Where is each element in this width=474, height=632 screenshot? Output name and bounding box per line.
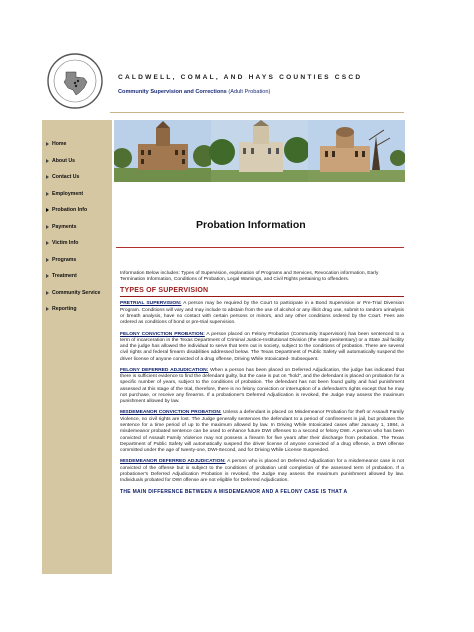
sidebar-nav bbox=[42, 120, 112, 574]
supervision-paragraph-misdemeanor-conviction bbox=[120, 410, 404, 454]
sidebar-item-employment[interactable] bbox=[46, 191, 83, 197]
sidebar-item-label: Payments bbox=[52, 224, 77, 230]
arrow-icon bbox=[46, 225, 49, 229]
supervision-paragraph-misdemeanor-deferred bbox=[120, 459, 404, 484]
subtitle-bold: Community Supervision and Corrections bbox=[118, 89, 227, 95]
section-heading: TYPES OF SUPERVISION bbox=[120, 286, 209, 294]
arrow-icon bbox=[46, 291, 49, 295]
subtitle-rest: (Adult Probation) bbox=[226, 89, 271, 95]
term-heading: PRETRIAL SUPERVISION: bbox=[120, 301, 182, 307]
term-heading: FELONY DEFERRED ADJUDICATION: bbox=[120, 367, 209, 373]
term-heading: FELONY CONVICTION PROBATION: bbox=[120, 331, 205, 337]
section-divider bbox=[120, 296, 404, 297]
sidebar-item-label: About Us bbox=[52, 158, 76, 164]
sidebar-item-label: Reporting bbox=[52, 306, 77, 312]
sidebar-item-community-service[interactable] bbox=[46, 290, 100, 296]
sidebar-item-programs[interactable] bbox=[46, 257, 76, 263]
courthouse-photo-banner bbox=[114, 120, 405, 182]
arrow-icon bbox=[46, 307, 49, 311]
supervision-paragraph-felony-conviction bbox=[120, 332, 404, 363]
supervision-paragraph-felony-deferred bbox=[120, 368, 404, 406]
organization-title: CALDWELL, COMAL, AND HAYS COUNTIES CSCD bbox=[118, 74, 363, 81]
courthouse-photo-1 bbox=[114, 120, 215, 182]
intro-text: Information Below includes: Types of Supervision, explanation of Programs and Services, Revocation information, Early Termination Information, Conditions of Probation, Legal Warnings, and Civil Rights pertaining to offenders. bbox=[120, 271, 379, 283]
bottom-heading: THE MAIN DIFFERENCE BETWEEN A MISDEMEANOR AND A FELONY CASE IS THAT A bbox=[120, 489, 348, 496]
header bbox=[0, 0, 474, 116]
sidebar-item-label: Treatment bbox=[52, 273, 77, 279]
main-content bbox=[120, 271, 404, 496]
arrow-icon bbox=[46, 142, 49, 146]
supervision-paragraph-pretrial bbox=[120, 301, 404, 326]
sidebar-item-label: Probation Info bbox=[52, 207, 88, 213]
arrow-icon bbox=[46, 175, 49, 179]
sidebar-item-label: Community Service bbox=[52, 290, 101, 296]
sidebar-item-treatment[interactable] bbox=[46, 273, 77, 279]
sidebar-item-probation-info[interactable] bbox=[46, 207, 87, 213]
county-seal-logo bbox=[46, 52, 104, 110]
sidebar-item-label: Programs bbox=[52, 257, 77, 263]
arrow-icon bbox=[46, 274, 49, 278]
arrow-icon bbox=[46, 258, 49, 262]
arrow-icon bbox=[46, 192, 49, 196]
sidebar-item-label: Employment bbox=[52, 191, 84, 197]
term-heading: MISDEMEANOR DEFERRED ADJUDICATION: bbox=[120, 459, 226, 465]
paragraph-text: A person may be required by the Court to participate in a Bond Supervision or Pre-Trial Diversion Program. Conditions will vary and may include to abstain from the use of alcohol or any illicit drug use, submit to random urinalysis or breath analysis, have no contact with certain persons or minors, and any other conditions ordered by the Court. Fees are ordered as conditions of bond or pre-trial supervision. bbox=[120, 301, 404, 326]
sidebar-item-about-us[interactable] bbox=[46, 158, 75, 164]
courthouse-photo-2 bbox=[209, 120, 310, 182]
paragraph-text: Unless a defendant is placed on Misdemeanor Probation for theft or Assault Family Violence, no civil rights are lost. The Judge generally sentences the defendant to a period of confinement in jail, but probates the sentence for a time period of up to the maximum allowed by law. In Driving While Intoxicated cases after January 1, 1984, a misdemeanor probated sentence can be used to enhance future DWI offenses to a second or felony DWI. A person who has been convicted of Assault Family Violence may not possess a firearm for five years after their discharge from probation. The Texas Department of Public Safety will automatically suspend the driver license of anyone convicted of a drug offense, a DWI offense committed under the age of twenty-one, DWI-Second, and for Driving While License Suspended. bbox=[120, 410, 404, 454]
sidebar-item-label: Victim Info bbox=[52, 240, 79, 246]
courthouse-photo-3 bbox=[308, 120, 405, 182]
sidebar-item-reporting[interactable] bbox=[46, 306, 77, 312]
arrow-icon bbox=[46, 159, 49, 163]
sidebar-item-payments[interactable] bbox=[46, 224, 77, 230]
sidebar-item-victim-info[interactable] bbox=[46, 240, 78, 246]
organization-subtitle bbox=[118, 89, 270, 95]
arrow-icon bbox=[46, 241, 49, 245]
sidebar-item-label: Contact Us bbox=[52, 174, 80, 180]
page-title: Probation Information bbox=[196, 219, 306, 231]
arrow-icon bbox=[46, 208, 49, 212]
sidebar-item-home[interactable] bbox=[46, 141, 66, 147]
sidebar-item-contact-us[interactable] bbox=[46, 174, 79, 180]
paragraph-text: A person who is placed on Deferred Adjudication for a misdemeanor case is not convicted of the offense but is subject to the conditions of probation until completion of the assessed term of probation. If a probationer's Deferred Adjudication Probation is revoked, the Judge may assess the maximum punishment allowed by law. Individuals probated for DWI offense are not eligible for Deferred Adjudication. bbox=[120, 459, 404, 484]
header-divider bbox=[110, 112, 404, 113]
term-heading: MISDEMEANOR CONVICTION PROBATION: bbox=[120, 410, 222, 416]
title-divider bbox=[116, 247, 404, 248]
sidebar-item-label: Home bbox=[52, 141, 67, 147]
paragraph-text: A person placed on Felony Probation (Community Supervision) has been sentenced to a term of incarceration in the Texas Department of Criminal Justice-Institutional Division (the state penitentiary) or a State Jail facility and the judge has allowed the individual to serve that term out in society, subject to the conditions of probation. There are several civil rights and federal firearm disabilities addressed below. The Texas Department of Public Safety will automatically suspend the driver license of anyone convicted of a drug offense, Driving While Intoxicated- Subsequent. bbox=[120, 331, 404, 362]
paragraph-text: When a person has been placed on Deferred Adjudication, the judge has indicated that there is sufficient evidence to find the defendant guilty, but the case is put on "hold", and the defendant is placed on probation for a specific number of years, subject to the conditions of probation. The defendant has not been found guilty and had punishment assessed at this stage of the trial, therefore, there is no felony conviction or interruption of a defendant's rights except that he may not purchase, or receive any firearms. If a probationer's Deferred Adjudication is revoked, the Judge may assess the maximum punishment allowed by law. bbox=[120, 367, 404, 405]
